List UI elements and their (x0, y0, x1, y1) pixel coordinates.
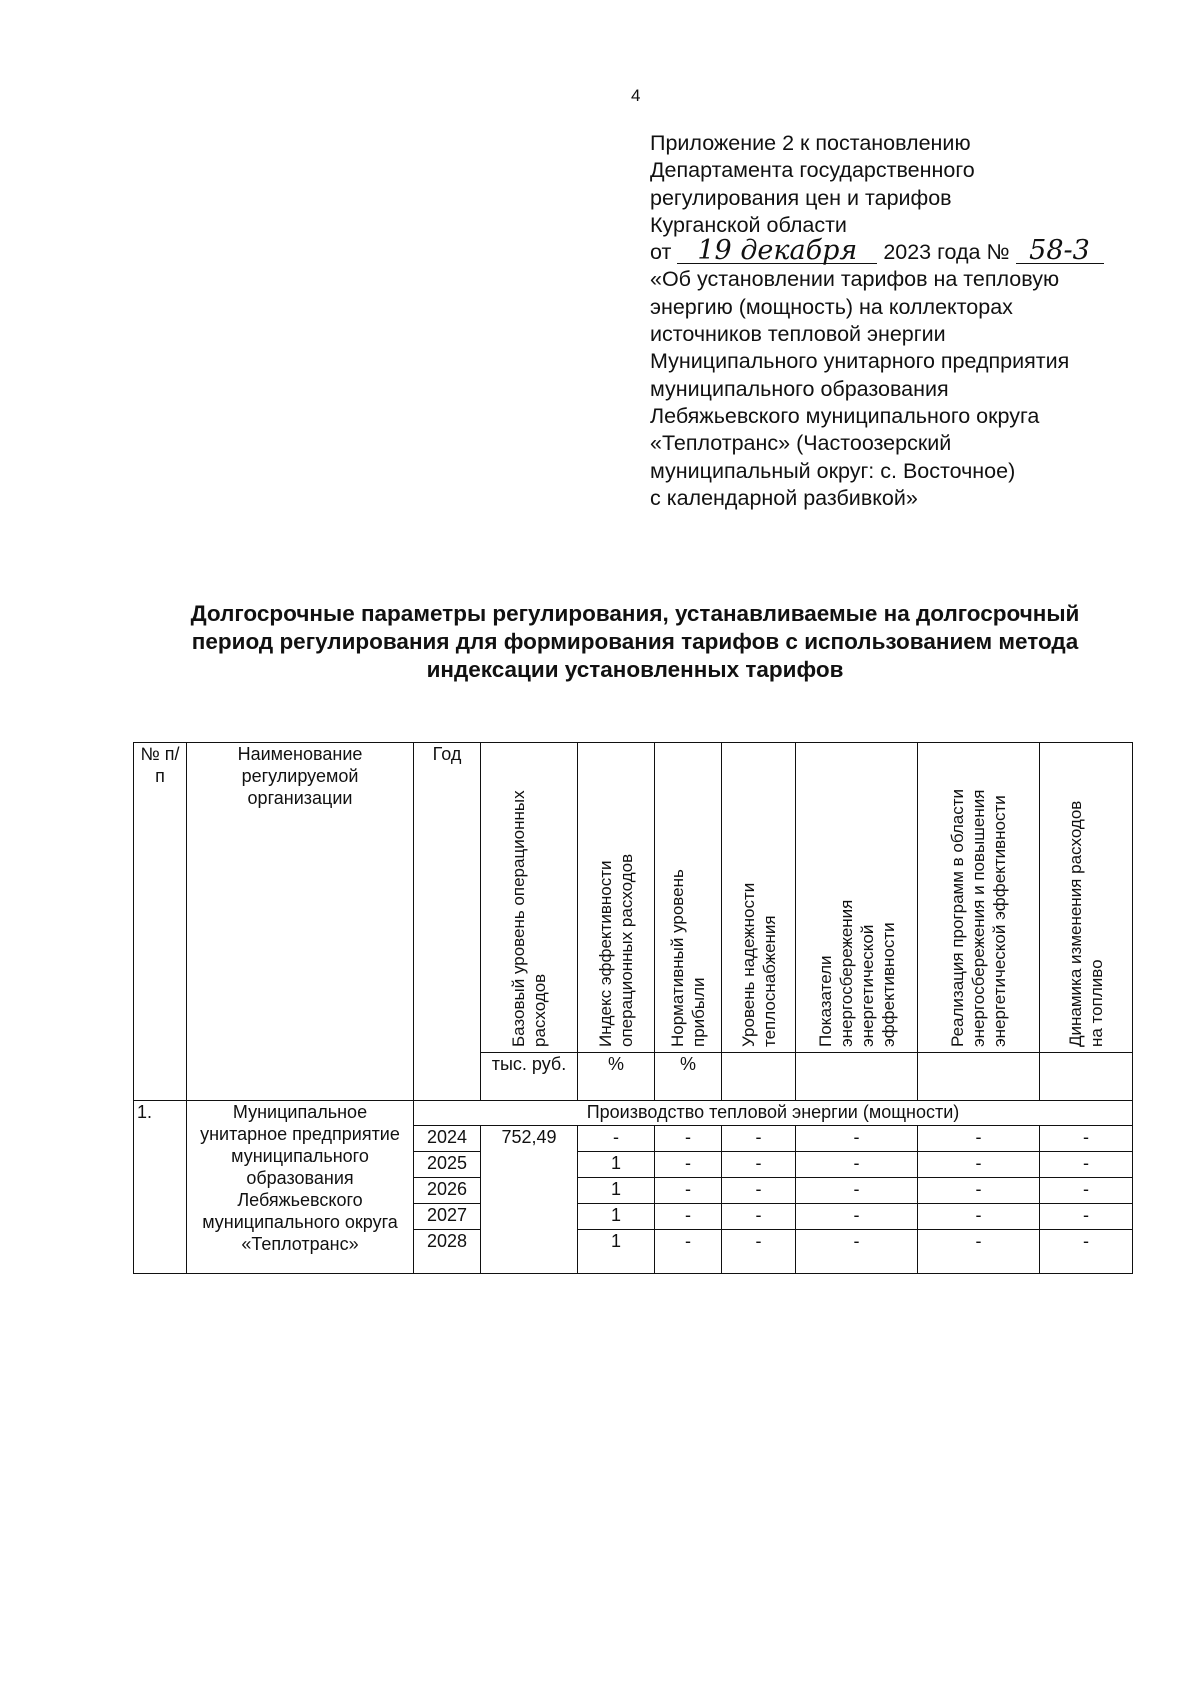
header-org: Наименование регулируемой организации (187, 743, 414, 1101)
row-number: 1. (134, 1101, 187, 1274)
energy-cell: - (796, 1230, 918, 1274)
header-num: № п/п (134, 743, 187, 1101)
year-cell: 2028 (414, 1230, 481, 1274)
profit-cell: - (655, 1230, 722, 1274)
profit-cell: - (655, 1178, 722, 1204)
unit-empty (796, 1053, 918, 1101)
title-line: Долгосрочные параметры регулирования, устанавливаемые на долгосрочный (190, 601, 1080, 626)
index-cell: 1 (578, 1230, 655, 1274)
appendix-line: Приложение 2 к постановлению (650, 131, 971, 155)
header-fuel (1040, 743, 1133, 1053)
unit-base: тыс. руб. (481, 1053, 578, 1101)
programs-cell: - (918, 1178, 1040, 1204)
programs-cell: - (918, 1126, 1040, 1152)
appendix-line: Департамента государственного (650, 158, 975, 183)
profit-cell: - (655, 1126, 722, 1152)
section-row (134, 1101, 1133, 1126)
handwritten-number: 58-3 (1016, 239, 1104, 264)
year-cell: 2026 (414, 1178, 481, 1204)
unit-empty (722, 1053, 796, 1101)
appendix-line: регулирования цен и тарифов (650, 185, 952, 210)
reliability-cell: - (722, 1152, 796, 1178)
header-programs (918, 743, 1040, 1053)
appendix-block (650, 130, 1170, 512)
energy-cell: - (796, 1126, 918, 1152)
reliability-cell: - (722, 1204, 796, 1230)
index-cell: - (578, 1126, 655, 1152)
fuel-cell: - (1040, 1230, 1133, 1274)
section-label: Производство тепловой энергии (мощности) (414, 1101, 1133, 1126)
header-index (578, 743, 655, 1053)
year-cell: 2027 (414, 1204, 481, 1230)
appendix-line: Курганской области (650, 212, 847, 237)
appendix-line: с календарной разбивкой» (650, 485, 918, 510)
energy-cell: - (796, 1152, 918, 1178)
index-cell: 1 (578, 1204, 655, 1230)
title-line: индексации установленных тарифов (426, 657, 844, 682)
header-profit-text: Нормативный уровень прибыли (668, 869, 708, 1047)
header-energy-text: Показатели энергосбережения энергетической эффективности (815, 899, 898, 1047)
page-number: 4 (631, 86, 641, 105)
fuel-cell: - (1040, 1204, 1133, 1230)
index-cell: 1 (578, 1152, 655, 1178)
index-cell: 1 (578, 1178, 655, 1204)
energy-cell: - (796, 1204, 918, 1230)
appendix-line: муниципальный округ: с. Восточное) (650, 458, 1016, 483)
profit-cell: - (655, 1204, 722, 1230)
appendix-line: «Об установлении тарифов на тепловую (650, 267, 1060, 292)
header-reliability (722, 743, 796, 1053)
reliability-cell: - (722, 1230, 796, 1274)
programs-cell: - (918, 1230, 1040, 1274)
fuel-cell: - (1040, 1126, 1133, 1152)
unit-empty (918, 1053, 1040, 1101)
unit-index: % (578, 1053, 655, 1101)
date-prefix: от (650, 240, 672, 265)
appendix-line: источников тепловой энергии (650, 322, 946, 347)
year-cell: 2024 (414, 1126, 481, 1152)
appendix-line: «Теплотранс» (Частоозерский (650, 431, 952, 456)
appendix-line: муниципального образования (650, 376, 949, 401)
appendix-line: Муниципального унитарного предприятия (650, 349, 1070, 374)
fuel-cell: - (1040, 1152, 1133, 1178)
energy-cell: - (796, 1178, 918, 1204)
header-energy (796, 743, 918, 1053)
unit-profit: % (655, 1053, 722, 1101)
programs-cell: - (918, 1204, 1040, 1230)
organization-name: Муниципальное унитарное предприятие муниципального образования Лебяжьевского муниципального округа «Теплотранс» (187, 1101, 414, 1274)
header-programs-text: Реализация программ в области энергосбережения и повышения энергетической эффективности (948, 789, 1009, 1047)
year-text: 2023 года № (883, 240, 1010, 265)
header-fuel-text: Динамика изменения расходов на топливо (1066, 800, 1106, 1047)
header-profit (655, 743, 722, 1053)
header-base (481, 743, 578, 1053)
programs-cell: - (918, 1152, 1040, 1178)
year-cell: 2025 (414, 1152, 481, 1178)
reliability-cell: - (722, 1126, 796, 1152)
header-index-text: Индекс эффективности операционных расходов (596, 853, 636, 1047)
base-value: 752,49 (481, 1126, 578, 1274)
profit-cell: - (655, 1152, 722, 1178)
reliability-cell: - (722, 1178, 796, 1204)
header-reliability-text: Уровень надежности теплоснабжения (738, 882, 779, 1047)
document-title (120, 600, 1150, 684)
header-year: Год (414, 743, 481, 1101)
handwritten-date: 19 декабря (677, 239, 877, 264)
fuel-cell: - (1040, 1178, 1133, 1204)
appendix-line: энергию (мощность) на коллекторах (650, 294, 1013, 319)
header-base-text: Базовый уровень операционных расходов (509, 790, 549, 1047)
unit-empty (1040, 1053, 1133, 1101)
parameters-table (133, 742, 1133, 1274)
title-line: период регулирования для формирования тарифов с использованием метода (191, 629, 1079, 654)
header-row (134, 743, 1133, 1053)
appendix-date-line (650, 235, 1170, 267)
appendix-line: Лебяжьевского муниципального округа (650, 403, 1040, 428)
